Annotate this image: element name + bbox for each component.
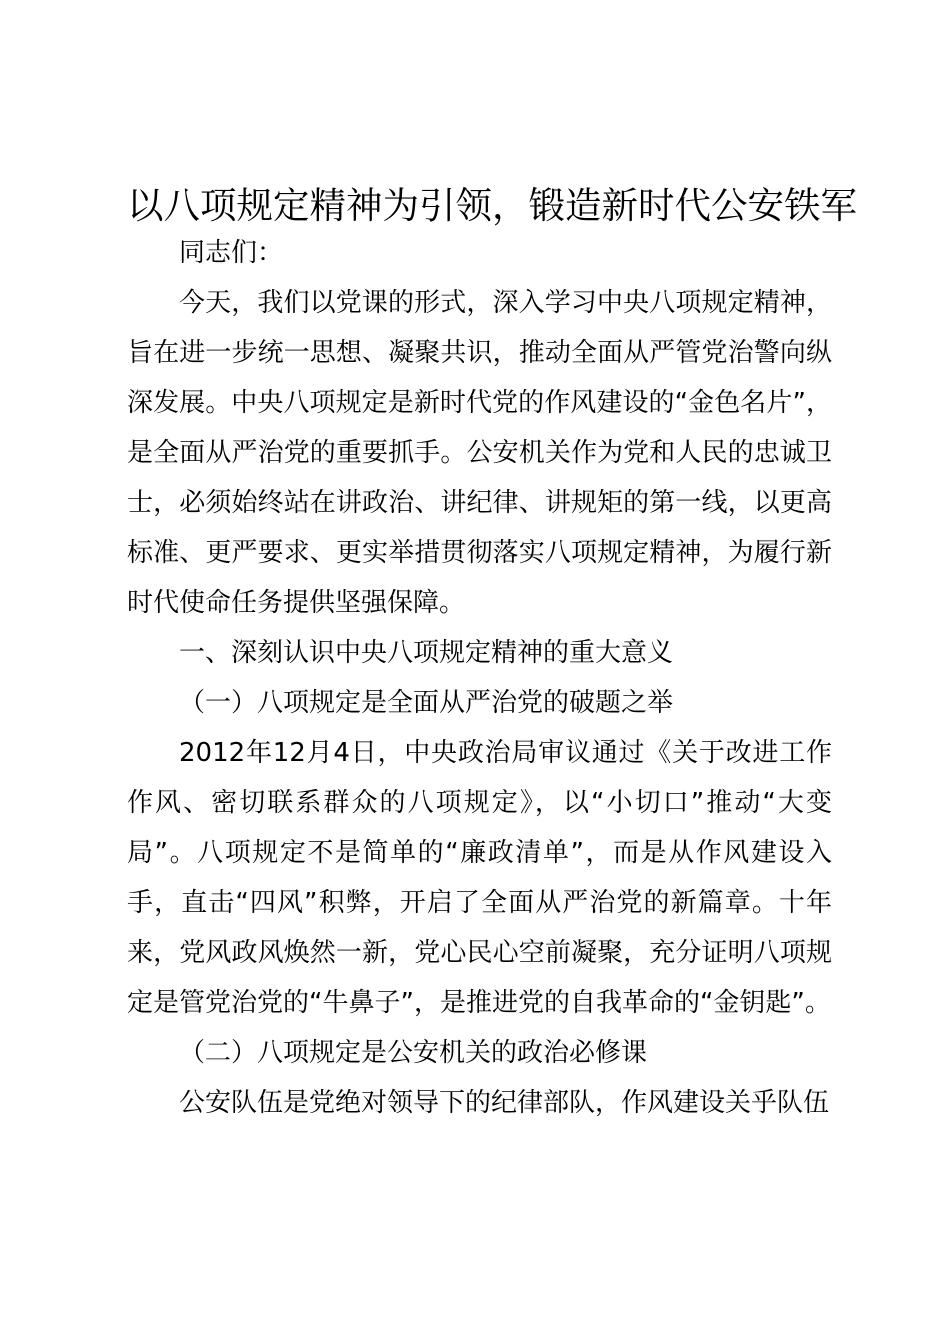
subsection-1-paragraph: 2012年12月4日，中央政治局审议通过《关于改进工作作风、密切联系群众的八项规定》，以“小切口”推动“大变局”。八项规定不是简单的“廉政清单”，而是从作风建设入手，直击“四风”积弊，开启了全面从严治党的新篇章。十年来，党风政风焕然一新，党心民心空前凝聚，充分证明八项规定是管党治党的“牛鼻子”，是推进党的自我革命的“金钥匙”。: [127, 738, 832, 1018]
subsection-2-paragraph: 公安队伍是党绝对领导下的纪律部队，作风建设关乎队伍: [179, 1088, 830, 1118]
section-heading-1: 一、深刻认识中央八项规定精神的重大意义: [179, 638, 674, 668]
subsection-heading-1: （一）八项规定是全面从严治党的破题之举: [179, 688, 674, 718]
document-title: 以八项规定精神为引领，锻造新时代公安铁军: [127, 184, 857, 227]
salutation: 同志们：: [179, 238, 284, 268]
intro-paragraph: 今天，我们以党课的形式，深入学习中央八项规定精神，旨在进一步统一思想、凝聚共识，推动全面从严管党治警向纵深发展。中央八项规定是新时代党的作风建设的“金色名片”，是全面从严治党的重要抓手。公安机关作为党和人民的忠诚卫士，必须始终站在讲政治、讲纪律、讲规矩的第一线，以更高标准、更严要求、更实举措贯彻落实八项规定精神，为履行新时代使命任务提供坚强保障。: [127, 288, 832, 618]
subsection-heading-2: （二）八项规定是公安机关的政治必修课: [179, 1038, 648, 1068]
document-body: [127, 228, 832, 1128]
